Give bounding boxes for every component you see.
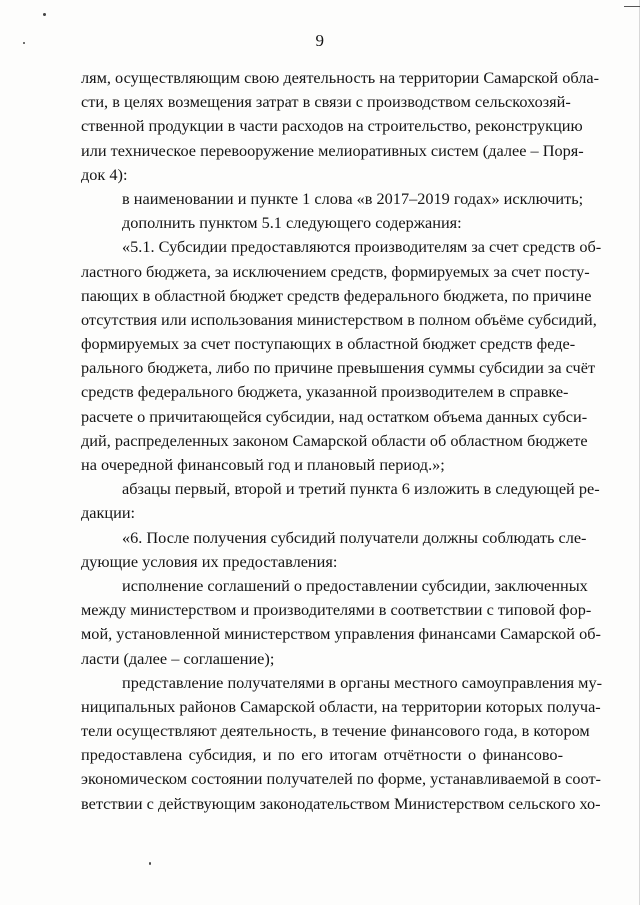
page-number: 9: [315, 31, 325, 50]
text-line: док 4):: [81, 164, 128, 184]
text-line: отсутствия или использования министерством в полном объёме субсидий,: [81, 309, 597, 329]
paragraph: [81, 66, 599, 187]
text-line: исполнение соглашений о предоставлении субсидии, заключенных: [122, 575, 588, 595]
text-line: ласти (далее – соглашение);: [81, 648, 275, 668]
text-line: «5.1. Субсидии предоставляются производителям за счет средств об-: [122, 237, 602, 257]
text-line: ниципальных районов Самарской области, на территории которых получа-: [81, 696, 601, 716]
text-line: рального бюджета, либо по причине превышения суммы субсидии за счёт: [81, 358, 596, 378]
text-line: мой, установленной министерством управления финансами Самарской об-: [81, 624, 601, 644]
text-line: пающих в областной бюджет средств федерального бюджета, по причине: [81, 285, 592, 305]
body-text: [81, 66, 603, 816]
text-line: представление получателями в органы местного самоуправления му-: [122, 672, 603, 692]
text-line: ственной продукции в части расходов на строительство, реконструкцию: [81, 116, 583, 136]
text-line: между министерством и производителями в соответствии с типовой фор-: [81, 600, 592, 620]
text-line: сти, в целях возмещения затрат в связи с производством сельскохозяй-: [81, 92, 571, 112]
text-line: «6. После получения субсидий получатели должны соблюдать сле-: [122, 527, 587, 547]
paragraph: [81, 187, 584, 211]
text-line: дий, распределенных законом Самарской области об областном бюджете: [81, 430, 588, 450]
paragraph: [81, 671, 603, 816]
text-line: экономическом состоянии получателей по форме, устанавливаемой в соот-: [81, 769, 601, 789]
text-line: ветствии с действующим законодательством Министерством сельского хо-: [81, 793, 601, 813]
text-line: абзацы первый, второй и третий пункта 6 изложить в следующей ре-: [122, 479, 600, 499]
text-line: тели осуществляют деятельность, в течение финансового года, в котором: [81, 721, 590, 741]
text-line: в наименовании и пункте 1 слова «в 2017–2019 годах» исключить;: [122, 188, 584, 208]
text-line: дополнить пунктом 5.1 следующего содержания:: [122, 213, 462, 233]
scan-corner-mark: [624, 0, 640, 7]
text-line: ластного бюджета, за исключением средств, формируемых за счет посту-: [81, 261, 590, 281]
text-line: или техническое перевооружение мелиоративных систем (далее – Поря-: [81, 140, 584, 160]
text-line: предоставлена субсидия, и по его итогам отчётности о финансово-: [81, 745, 563, 765]
paragraph: [81, 477, 600, 525]
paragraph: [81, 235, 602, 477]
paragraph: [81, 526, 587, 574]
text-line: формируемых за счет поступающих в областной бюджет средств феде-: [81, 334, 576, 354]
text-line: лям, осуществляющим свою деятельность на территории Самарской обла-: [81, 68, 599, 87]
paragraph: [81, 574, 601, 671]
paragraph: [81, 211, 563, 235]
text-line: дакции:: [81, 503, 136, 523]
text-line: на очередной финансовый год и плановый период.»;: [81, 455, 445, 474]
scan-speck: [149, 862, 151, 865]
text-line: дующие условия их предоставления:: [81, 551, 338, 571]
text-line: расчете о причитающейся субсидии, над остатком объема данных субси-: [81, 406, 588, 426]
text-line: средств федерального бюджета, указанной производителем в справке-: [81, 382, 569, 402]
scan-speck: [43, 13, 46, 16]
